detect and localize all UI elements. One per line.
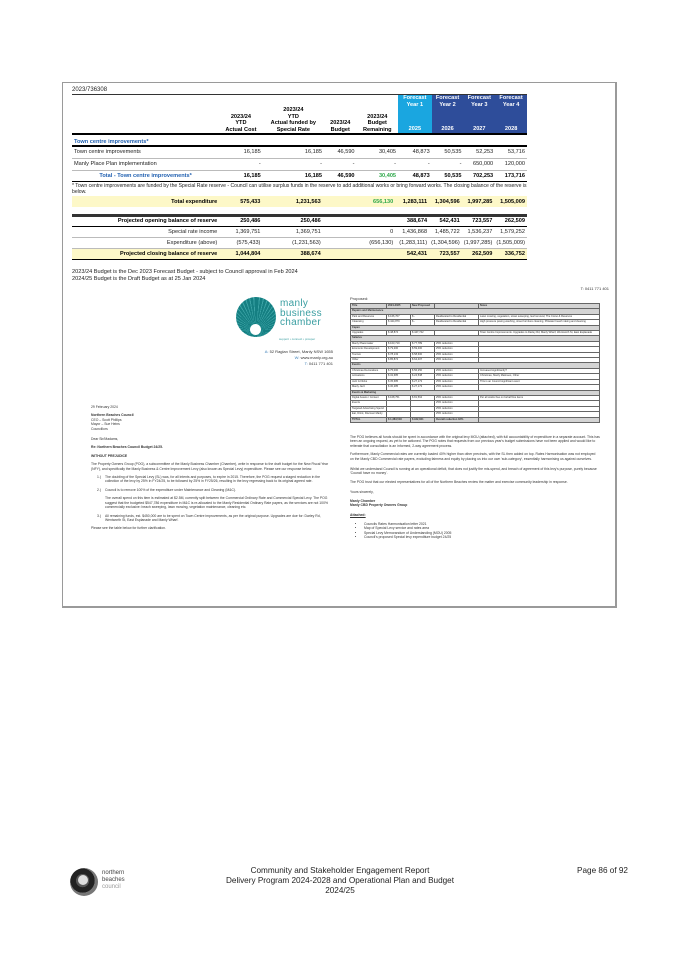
signer: Manly Chamber Manly CBD Property Owners Group xyxy=(350,498,408,508)
col-forecast-year2: Forecast Year 2 2026 xyxy=(432,95,464,134)
sunburst-icon xyxy=(236,297,276,337)
table-row: Digital Assets / Content $ 108,751 $ 81,564 25% reduction Per all works free on behalf line items xyxy=(351,395,600,400)
letter-address: A: 52 Raglan Street, Manly NSW 1655 W: www.manly.org.au T: 0411 771 401 xyxy=(264,349,333,366)
total-row: Total - Town centre improvements* 16,185 16,185 46,590 30,405 48,873 50,535 702,253 173,716 xyxy=(72,170,527,181)
col-ytd-special-rate: 2023/24 YTD Actual funded by Special Rate xyxy=(270,107,317,133)
table-footnote: * Town centre improvements are funded by the Special Rate reserve - Council can utilise surplus funds in the reserve to add additional works or bring forward works. The closing balance of the reserve is below. xyxy=(72,183,527,196)
opening-balance-row: Projected opening balance of reserve 250,486 250,486 388,674 542,431 723,557 262,509 xyxy=(72,215,527,226)
town-centre-budget-table xyxy=(72,95,527,182)
table-row: Activations $ 32,685 $ 24,538 25% reduction Christmas, Manly Matinees, Other xyxy=(351,374,600,379)
embedded-letter: manly business chamber support • connect • prosper A: 52 Raglan Street, Manly NSW 1655 W: www.manly.org.au T: 0411 771 401 T: 0411 771 401 29 February 2024 Northern Beaches Council CEO – Scott Phillips Mayor – Sue Heins Councillors Dear Sir/Madams, Re: Northern Beaches Council Budget 24/25. WITHOUT PREJUDICE The Property Owners Group (POG), a subcommittee of the Manly Business Chamber (Chamber), write in response to the draft budget for the New Fiscal Year (NFY), and specifically the Manly Business & Centre Improvement Levy (also known as Special Levy) expenditure. Please see our response below: 1.) The doubling of the Special Levy (SL) was, for all intents and purposes, to expire in 2015. Therefore, the POG request a staged reduction in the collection of the levy by 25% in FY24/25, to be followed by 25% in FY25/26, resulting in the levy regressing back to its original agreed rate. 2.) Council is to remove 100% of the expenditure under Maintenance and Cleaning (M&C). The overall spend on this item is estimated at $2.5M, currently split between the Commercial Ordinary Rate and Commercial Special Levy. The POG suggest that the budgeted $547,786 expenditure in M&C is re-allocated to the Manly Residential Ordinary Rate payers, as the services are not 100% commercially exclusive: beach sweeping, lawn mowing, vegetation maintenance, cleaning etc. 3.) All remaining funds, est. $450,000 are to be spent on Town Centre improvements, as per the original purpose. Upgrades are due for: Darley Rd, Wentworth St, East Esplanade and Manly Wharf. Please see the table below for further clarification. Proposed: Title 2024-2025 New Proposed Notes Repairs and Maintenance Park and Reserves $ 166,707 $ - Reallocated to Residential Lawn mowing, vegetation, street sweeping, leaf removal, The Corso & Reserves Cleansing $ 424,879 $ - Reallocated to Residential High pressure paving washing, street furniture cleaning, Pittwater beach raking and cleaning Capex Upgrades $ 48,874 $ 447,742 Town Centre Improvements. Upgrades to Darley Rd, Manly Wharf, Wentworth St, East Esplanade Salaries Manly Placemaker $ 103,719 $ 77,789 25% reduction Economic Development $ 79,200 $ 59,400 25% reduction Tourism $ 78,133 $ 58,600 25% reduction Other $ 85,874 $ 64,407 25% reduction Events Christmas Decorations $ 75,000 $ 56,250 25% reduction Increased significantly? Activations $ 32,685 $ 24,538 25% reduction Christmas, Manly Matinees, Other Jazz & Flicks $ 35,685 $ 27,173 25% reduction This is an Council significant event Manly Jazz $ 30,285 $ 27,173 25% reduction Events & Marketing Digital Assets / Content $ 108,751 $ 81,564 25% reduction Per all works free on behalf line items Events 25% reduction Targeted Advertising Spend 25% reduction Eat, Drink, Discover Manly 25% reduction TOTAL $ 1,383,518 $ 942,841 Overall reduction 32% The POG believes all funds should be spent in accordance with the original levy MOU (attached), with full accountability of expenditure in a separate account. This has been an ongoing request, as yet to be actioned. The POG notes that requests from our previous year's budget submissions have not been applied and would like to reiterate that consultation is an informed, 2-way agreement process. Furthermore, Manly Commercial rates are currently loaded 40% higher than other precincts, with the SL then added on top. Rates Harmonisation was not employed on the Manly CBD Commercial rate payers, excluding fairness and equity by placing us into our own 'sub-category', essentially harmonising us against ourselves. Whilst we understand Council is running at an operational deficit, that does not justify the mis-spend, and breach of agreement of this levy's purpose, purely because 'Council have no money'. The POG trust that our elected representatives for all of the Northern Beaches review the matter and exercise community leadership in response. Yours sincerely, Manly Chamber Manly CBD Property Owners Group Attached: • Councils Rates Harmonisation letter 2021 • Map of Special Levy service and rates area • Special Levy Memorandum of Understanding (MOU) 2005 • Council's proposed Special levy expenditure budget 24/25 xyxy=(63,287,615,605)
northern-beaches-council-logo-icon xyxy=(70,868,100,898)
category-row: Capex xyxy=(351,325,600,330)
document-reference: 2023/736308 xyxy=(72,87,527,95)
letter-body-right: The POG believes all funds should be spent in accordance with the original levy MOU (attached), with full accountability of expenditure in a separate account. This has been an ongoing request, as yet to be actioned. The POG notes that requests from our previous year's budget submissions have not been applied and would like to reiterate that consultation is an informed, 2-way agreement process. Furthermore, Manly Commercial rates are currently loaded 40% higher than other precincts, with the SL then added on top. Rates Harmonisation was not employed on the Manly CBD Commercial rate payers, excluding fairness and equity by placing us into our own 'sub-category', essentially harmonising us against ourselves. Whilst we understand Council is running at an operational deficit, that does not justify the mis-spend, and breach of agreement of this levy's purpose, purely because 'Council have no money'. The POG trust that our elected representatives for all of the Northern Beaches review the matter and exercise community leadership in response. Yours sincerely, Manly Chamber Manly CBD Property Owners Group Attached: • Councils Rates Harmonisation letter 2021 • Map of Special Levy service and rates area • Special Levy Memorandum of Understanding (MOU) 2005 • Council's proposed Special levy expenditure budget 24/25 xyxy=(350,435,600,540)
section-title-row: Town centre improvements* xyxy=(72,134,527,146)
total-row: TOTAL $ 1,383,518 $ 942,841 Overall reduction 32% xyxy=(351,417,600,422)
recipient: Northern Beaches Council CEO – Scott Phillips Mayor – Sue Heins Councillors xyxy=(91,413,134,431)
col-forecast-year4: Forecast Year 4 2028 xyxy=(495,95,527,134)
table-row: Tourism $ 78,133 $ 58,600 25% reduction xyxy=(351,352,600,357)
reserve-balance-table xyxy=(72,196,527,260)
table-row: Other $ 85,874 $ 64,407 25% reduction xyxy=(351,358,600,363)
table-row: Christmas Decorations $ 75,000 $ 56,250 25% reduction Increased significantly? xyxy=(351,368,600,373)
letter-body-left: 29 February 2024 Northern Beaches Council CEO – Scott Phillips Mayor – Sue Heins Councillors Dear Sir/Madams, Re: Northern Beaches Council Budget 24/25. WITHOUT PREJUDICE The Property Owners Group (POG), a subcommittee of the Manly Business Chamber (Chamber), write in response to the draft budget for the New Fiscal Year (NFY), and specifically the Manly Business & Centre Improvement Levy (also known as Special Levy) expenditure. Please see our response below: 1.) The doubling of the Special Levy (SL) was, for all intents and purposes, to expire in 2015. Therefore, the POG request a staged reduction in the collection of the levy by 25% in FY24/25, to be followed by 25% in FY25/26, resulting in the levy regressing back to its original agreed rate. 2.) Council is to remove 100% of the expenditure under Maintenance and Cleaning (M&C). The overall spend on this item is estimated at $2.5M, currently split between the Commercial Ordinary Rate and Commercial Special Levy. The POG suggest that the budgeted $547,786 expenditure in M&C is re-allocated to the Manly Residential Ordinary Rate payers, as the services are not 100% commercially exclusive: beach sweeping, lawn mowing, vegetation maintenance, cleaning etc. 3.) All remaining funds, est. $450,000 are to be spent on Town Centre improvements, as per the original purpose. Upgrades are due for: Darley Rd, Wentworth St, East Esplanade and Manly Wharf. Please see the table below for further clarification. xyxy=(91,405,331,535)
expenditure-row: Expenditure (above) (575,433) (1,231,563) (656,130) (1,283,111) (1,304,596) (1,997,285) (1,505,009) xyxy=(72,237,527,248)
budget-notes: 2023/24 Budget is the Dec 2023 Forecast Budget - subject to Council approval in Feb 2024 2024/25 Budget is the Draft Budget as at 25 Jan 2024 xyxy=(72,269,298,282)
table-row: Jazz & Flicks $ 35,685 $ 27,173 25% reduction This is an Council significant event xyxy=(351,379,600,384)
total-expenditure-row: Total expenditure 575,433 1,231,563 656,130 1,283,111 1,304,596 1,997,285 1,505,009 xyxy=(72,196,527,207)
table-row: Town centre improvements 16,185 16,185 46,590 30,405 48,873 50,535 52,253 53,716 xyxy=(72,146,527,158)
table-row: Events 25% reduction xyxy=(351,401,600,406)
table-row: Manly Jazz $ 30,285 $ 27,173 25% reduction xyxy=(351,385,600,390)
table-row: Economic Development $ 79,200 $ 59,400 25% reduction xyxy=(351,347,600,352)
table-row: Eat, Drink, Discover Manly 25% reduction xyxy=(351,412,600,417)
col-budget-remaining: 2023/24 Budget Remaining xyxy=(362,113,392,133)
table-row: Manly Place Plan implementation - - - - - - 650,000 120,000 xyxy=(72,158,527,170)
attachments-list: • Councils Rates Harmonisation letter 2021 • Map of Special Levy service and rates area • Special Levy Memorandum of Understanding (MOU) 2005 • Council's proposed Special levy expenditure budget 24/25 xyxy=(364,522,600,540)
closing-balance-row: Projected closing balance of reserve 1,044,804 388,674 542,431 723,557 262,509 336,752 xyxy=(72,248,527,259)
letter-phone: T: 0411 771 401 xyxy=(580,286,609,291)
category-row: Salaries xyxy=(351,336,600,341)
embedded-document-frame xyxy=(62,82,617,608)
category-row: Events & Marketing xyxy=(351,390,600,395)
footer-logo-text: northern beaches council xyxy=(102,870,125,890)
col-forecast-year1: Forecast Year 1 2025 xyxy=(398,95,432,134)
col-budget: 2023/24 Budget xyxy=(330,120,351,133)
page-number: Page 86 of 92 xyxy=(577,866,628,875)
table-row: Manly Placemaker $ 103,719 $ 77,789 25% reduction xyxy=(351,341,600,346)
letter-points: 1.) The doubling of the Special Levy (SL) was, for all intents and purposes, to expire in 2015. Therefore, the POG request a staged reduction in the collection of the levy by 25% in FY24/25, to be followed by 25% in FY25/26, resulting in the levy regressing back to its original agreed rate. 2.) Council is to remove 100% of the expenditure under Maintenance and Cleaning (M&C). The overall spend on this item is estimated at $2.5M, currently split between the Commercial Ordinary Rate and Commercial Special Levy. The POG suggest that the budgeted $547,786 expenditure in M&C is re-allocated to the Manly Residential Ordinary Rate payers, as the services are not 100% commercially exclusive: beach sweeping, lawn mowing, vegetation maintenance, cleaning etc. 3.) All remaining funds, est. $450,000 are to be spent on Town Centre improvements, as per the original purpose. Upgrades are due for: Darley Rd, Wentworth St, East Esplanade and Manly Wharf. xyxy=(97,475,328,522)
table-row: Targeted Advertising Spend 25% reduction xyxy=(351,406,600,411)
footer-title: Community and Stakeholder Engagement Report Delivery Program 2024-2028 and Operational Plan and Budget 2024/25 xyxy=(225,866,455,895)
table-header-row xyxy=(72,95,527,134)
manly-business-chamber-logo: manly business chamber support • connect • prosper xyxy=(236,297,332,343)
table-row: Cleansing $ 424,879 $ - Reallocated to Residential High pressure paving washing, street furniture cleaning, Pittwater beach raking and cleaning xyxy=(351,320,600,325)
proposed-table: Title 2024-2025 New Proposed Notes Repairs and Maintenance Park and Reserves $ 166,707 $ - Reallocated to Residential Lawn mowing, vegetation, street sweeping, leaf removal, The Corso & Reserves Cleansing $ 424,879 $ - Reallocated to Residential High pressure paving washing, street furniture cleaning, Pittwater beach raking and cleaning Capex Upgrades $ 48,874 $ 447,742 Town Centre Improvements. Upgrades to Darley Rd, Manly Wharf, Wentworth St, East Esplanade Salaries Manly Placemaker $ 103,719 $ 77,789 25% reduction Economic Development $ 79,200 $ 59,400 25% reduction Tourism $ 78,133 $ 58,600 25% reduction Other $ 85,874 $ 64,407 25% reduction Events Christmas Decorations $ 75,000 $ 56,250 25% reduction Increased significantly? Activations $ 32,685 $ 24,538 25% reduction Christmas, Manly Matinees, Other Jazz & Flicks $ 35,685 $ 27,173 25% reduction This is an Council significant event Manly Jazz $ 30,285 $ 27,173 25% reduction Events & Marketing Digital Assets / Content $ 108,751 $ 81,564 25% reduction Per all works free on behalf line items Events 25% reduction Targeted Advertising Spend 25% reduction Eat, Drink, Discover Manly 25% reduction TOTAL $ 1,383,518 $ 942,841 Overall reduction 32% xyxy=(350,303,600,423)
table-row: Upgrades $ 48,874 $ 447,742 Town Centre Improvements. Upgrades to Darley Rd, Manly Wharf, Wentworth St, East Esplanade xyxy=(351,331,600,336)
col-forecast-year3: Forecast Year 3 2027 xyxy=(463,95,495,134)
col-ytd-actual: 2023/24 YTD Actual Cost xyxy=(225,113,257,133)
table-row: Park and Reserves $ 166,707 $ - Reallocated to Residential Lawn mowing, vegetation, street sweeping, leaf removal, The Corso & Reserves xyxy=(351,314,600,319)
special-rate-income-row: Special rate income 1,369,751 1,369,751 0 1,436,868 1,485,722 1,536,237 1,579,252 xyxy=(72,226,527,237)
category-row: Repairs and Maintenance xyxy=(351,309,600,314)
category-row: Events xyxy=(351,363,600,368)
